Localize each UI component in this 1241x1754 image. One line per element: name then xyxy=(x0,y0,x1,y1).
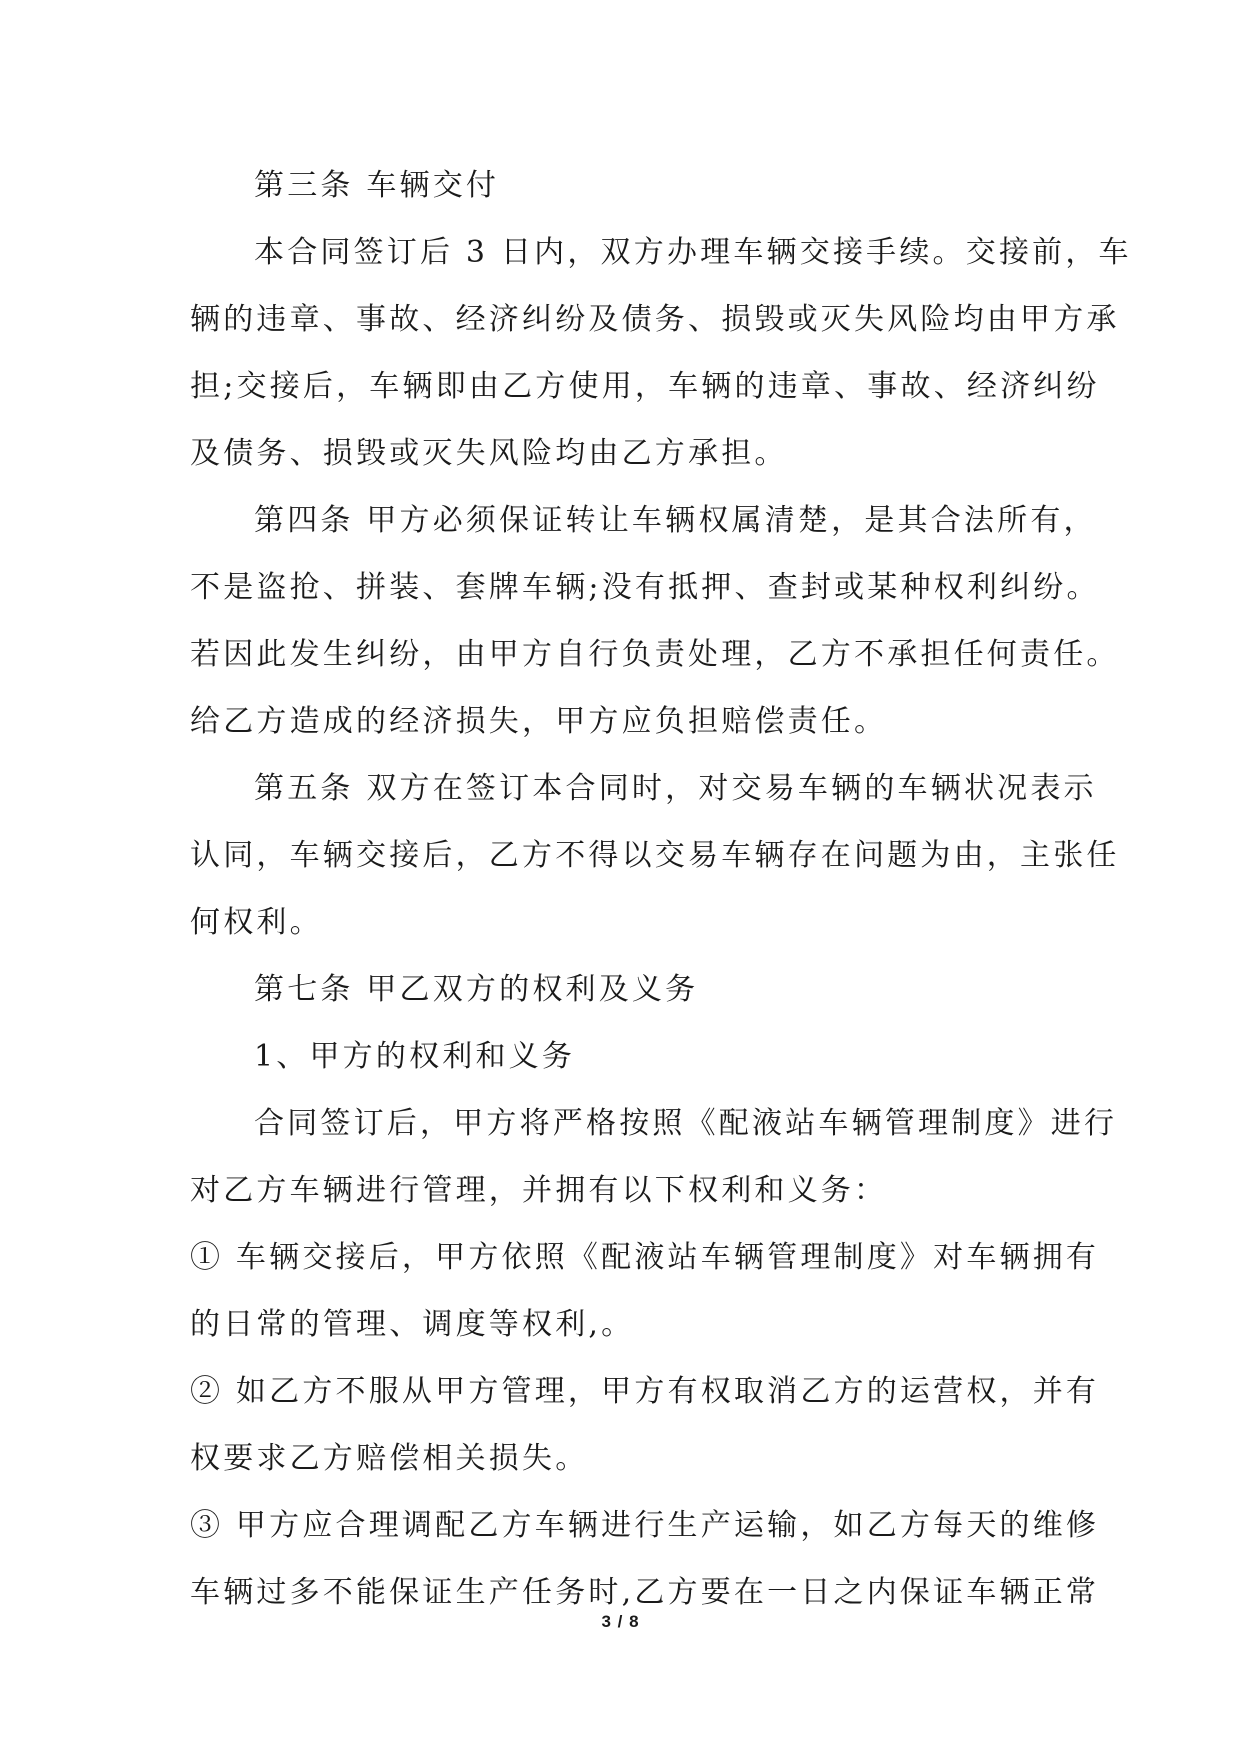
item-3-line-1: ③ 甲方应合理调配乙方车辆进行生产运输，如乙方每天的维修 xyxy=(190,1508,1100,1543)
article-3-line-4: 及债务、损毁或灭失风险均由乙方承担。 xyxy=(190,436,788,471)
article-4-line-1: 第四条 甲方必须保证转让车辆权属清楚，是其合法所有， xyxy=(254,503,1097,538)
article-3-line-2: 辆的违章、事故、经济纠纷及债务、损毁或灭失风险均由甲方承 xyxy=(190,302,1120,337)
section-1-line-2: 对乙方车辆进行管理，并拥有以下权利和义务： xyxy=(190,1173,888,1208)
article-3-heading: 第三条 车辆交付 xyxy=(254,168,500,203)
item-3-line-2: 车辆过多不能保证生产任务时,乙方要在一日之内保证车辆正常 xyxy=(190,1575,1100,1610)
document-body xyxy=(190,152,1132,1626)
item-1-line-2: 的日常的管理、调度等权利,。 xyxy=(190,1307,635,1342)
article-4-line-3: 若因此发生纠纷，由甲方自行负责处理，乙方不承担任何责任。 xyxy=(190,637,1120,672)
section-1-heading: 1、甲方的权利和义务 xyxy=(254,1039,576,1074)
article-3-line-1: 本合同签订后 3 日内，双方办理车辆交接手续。交接前，车 xyxy=(254,235,1132,270)
item-2-line-1: ② 如乙方不服从甲方管理，甲方有权取消乙方的运营权，并有 xyxy=(190,1374,1100,1409)
article-4-line-4: 给乙方造成的经济损失，甲方应负担赔偿责任。 xyxy=(190,704,888,739)
item-1-line-1: ① 车辆交接后，甲方依照《配液站车辆管理制度》对车辆拥有 xyxy=(190,1240,1100,1275)
article-4-line-2: 不是盗抢、拼装、套牌车辆;没有抵押、查封或某种权利纠纷。 xyxy=(190,570,1100,605)
article-5-line-2: 认同，车辆交接后，乙方不得以交易车辆存在问题为由，主张任 xyxy=(190,838,1120,873)
item-2-line-2: 权要求乙方赔偿相关损失。 xyxy=(190,1441,589,1476)
article-5-line-1: 第五条 双方在签订本合同时，对交易车辆的车辆状况表示 xyxy=(254,771,1097,806)
article-5-line-3: 何权利。 xyxy=(190,905,323,940)
article-3-line-3: 担;交接后，车辆即由乙方使用，车辆的违章、事故、经济纠纷 xyxy=(190,369,1100,404)
page-number: 3 / 8 xyxy=(601,1612,640,1631)
section-1-line-1: 合同签订后，甲方将严格按照《配液站车辆管理制度》进行 xyxy=(254,1106,1118,1141)
article-7-heading: 第七条 甲乙双方的权利及义务 xyxy=(254,972,699,1007)
